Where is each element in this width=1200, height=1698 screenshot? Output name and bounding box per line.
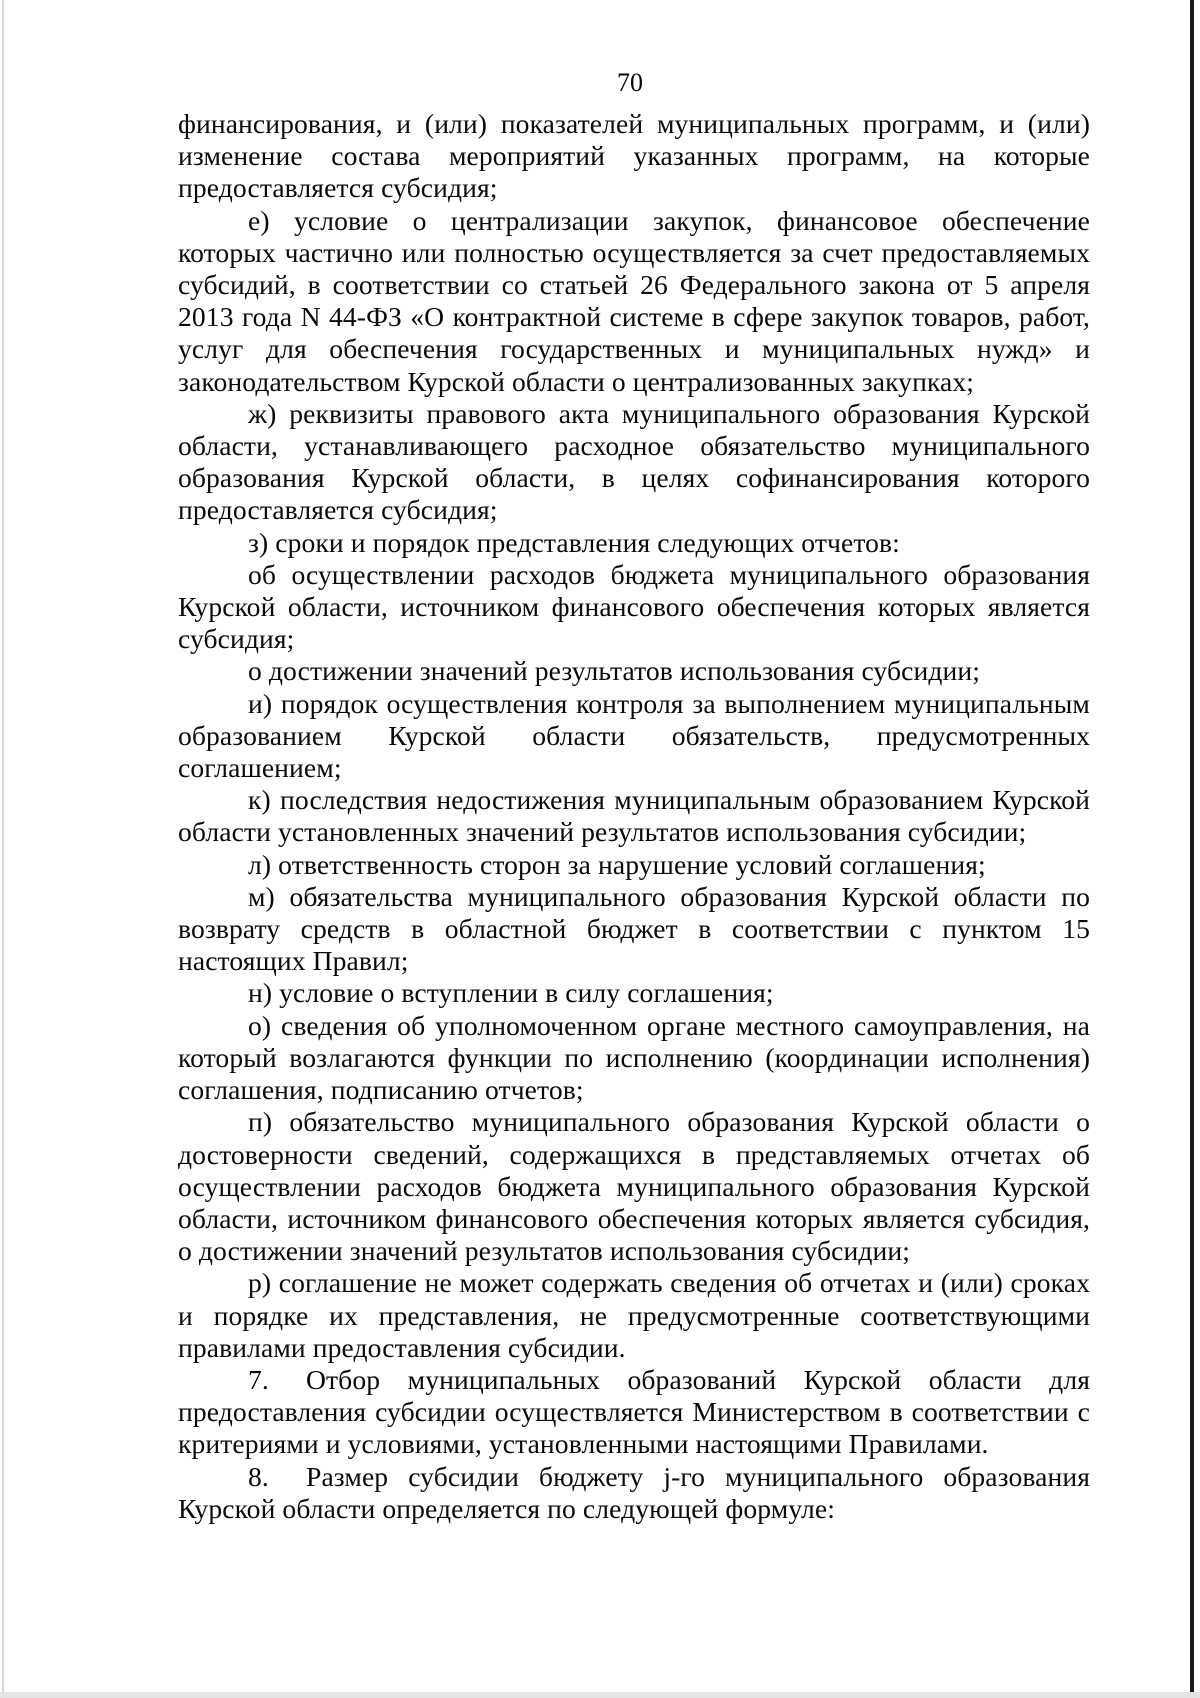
paragraph-item-e: е) условие о централизации закупок, финансовое обеспечение которых частично или полностью осуществляется за счет предоставляемых субсидий, в соответствии со статьей 26 Федерального закона от 5 апреля 2013 года N 44-ФЗ «О контрактной системе в сфере закупок товаров, работ, услуг для обеспечения государственных и муниципальных нужд» и законодательством Курской области о централизованных закупках; bbox=[178, 204, 1090, 397]
paragraph-number: 7. bbox=[248, 1363, 269, 1395]
numbered-paragraph-8 bbox=[178, 1461, 1090, 1525]
paragraph-item-l: л) ответственность сторон за нарушение условий соглашения; bbox=[248, 848, 986, 880]
scan-edge-right bbox=[1190, 0, 1194, 1698]
paragraph-report-results: о достижении значений результатов использования субсидии; bbox=[248, 655, 980, 687]
numbered-paragraph-7 bbox=[178, 1364, 1090, 1461]
paragraph-item-r: р) соглашение не может содержать сведения об отчетах и (или) сроках и порядке их представления, не предусмотренные соответствующими правилами предоставления субсидии. bbox=[178, 1267, 1090, 1363]
paragraph-item-z: з) сроки и порядок представления следующих отчетов: bbox=[248, 526, 900, 558]
paragraph-report-expenses: об осуществлении расходов бюджета муниципального образования Курской области, источником финансового обеспечения которых является субсидия; bbox=[178, 558, 1090, 655]
paragraph-item-k: к) последствия недостижения муниципальным образованием Курской области установленных значений результатов использования субсидии; bbox=[178, 784, 1090, 848]
page-number: 70 bbox=[617, 68, 643, 97]
paragraph-item-p: п) обязательство муниципального образования Курской области о достоверности сведений, содержащихся в представляемых отчетах об осуществлении расходов бюджета муниципального образования Курской области, источником финансового обеспечения которых является субсидия, о достижении значений результатов использования субсидии; bbox=[178, 1106, 1090, 1267]
paragraph-item-m: м) обязательства муниципального образования Курской области по возврату средств в областной бюджет в соответствии с пунктом 15 настоящих Правил; bbox=[178, 880, 1090, 977]
paragraph-item-zh: ж) реквизиты правового акта муниципального образования Курской области, устанавливающего расходное обязательство муниципального образования Курской области, в целях софинансирования которого предоставляется субсидия; bbox=[178, 397, 1090, 526]
scan-edge-bottom bbox=[0, 1692, 1200, 1698]
paragraph-text: Отбор муниципальных образований Курской области для предоставления субсидии осуществляется Министерством в соответствии с критериями и условиями, установленными настоящими Правилами. bbox=[178, 1363, 1090, 1460]
paragraph-item-i: и) порядок осуществления контроля за выполнением муниципальным образованием Курской области обязательств, предусмотренных соглашением; bbox=[178, 687, 1090, 784]
paragraph-continuation: финансирования, и (или) показателей муниципальных программ, и (или) изменение состава мероприятий указанных программ, на которые предоставляется субсидия; bbox=[178, 108, 1090, 204]
paragraph-item-o: о) сведения об уполномоченном органе местного самоуправления, на который возлагаются функции по исполнению (координации исполнения) соглашения, подписанию отчетов; bbox=[178, 1009, 1090, 1106]
document-body bbox=[178, 108, 1090, 1525]
paragraph-item-n: н) условие о вступлении в силу соглашения; bbox=[248, 977, 774, 1009]
scan-edge-left bbox=[2, 0, 4, 1698]
paragraph-number: 8. bbox=[248, 1460, 269, 1492]
paragraph-text: Размер субсидии бюджету j-го муниципального образования Курской области определяется по следующей формуле: bbox=[178, 1460, 1090, 1524]
